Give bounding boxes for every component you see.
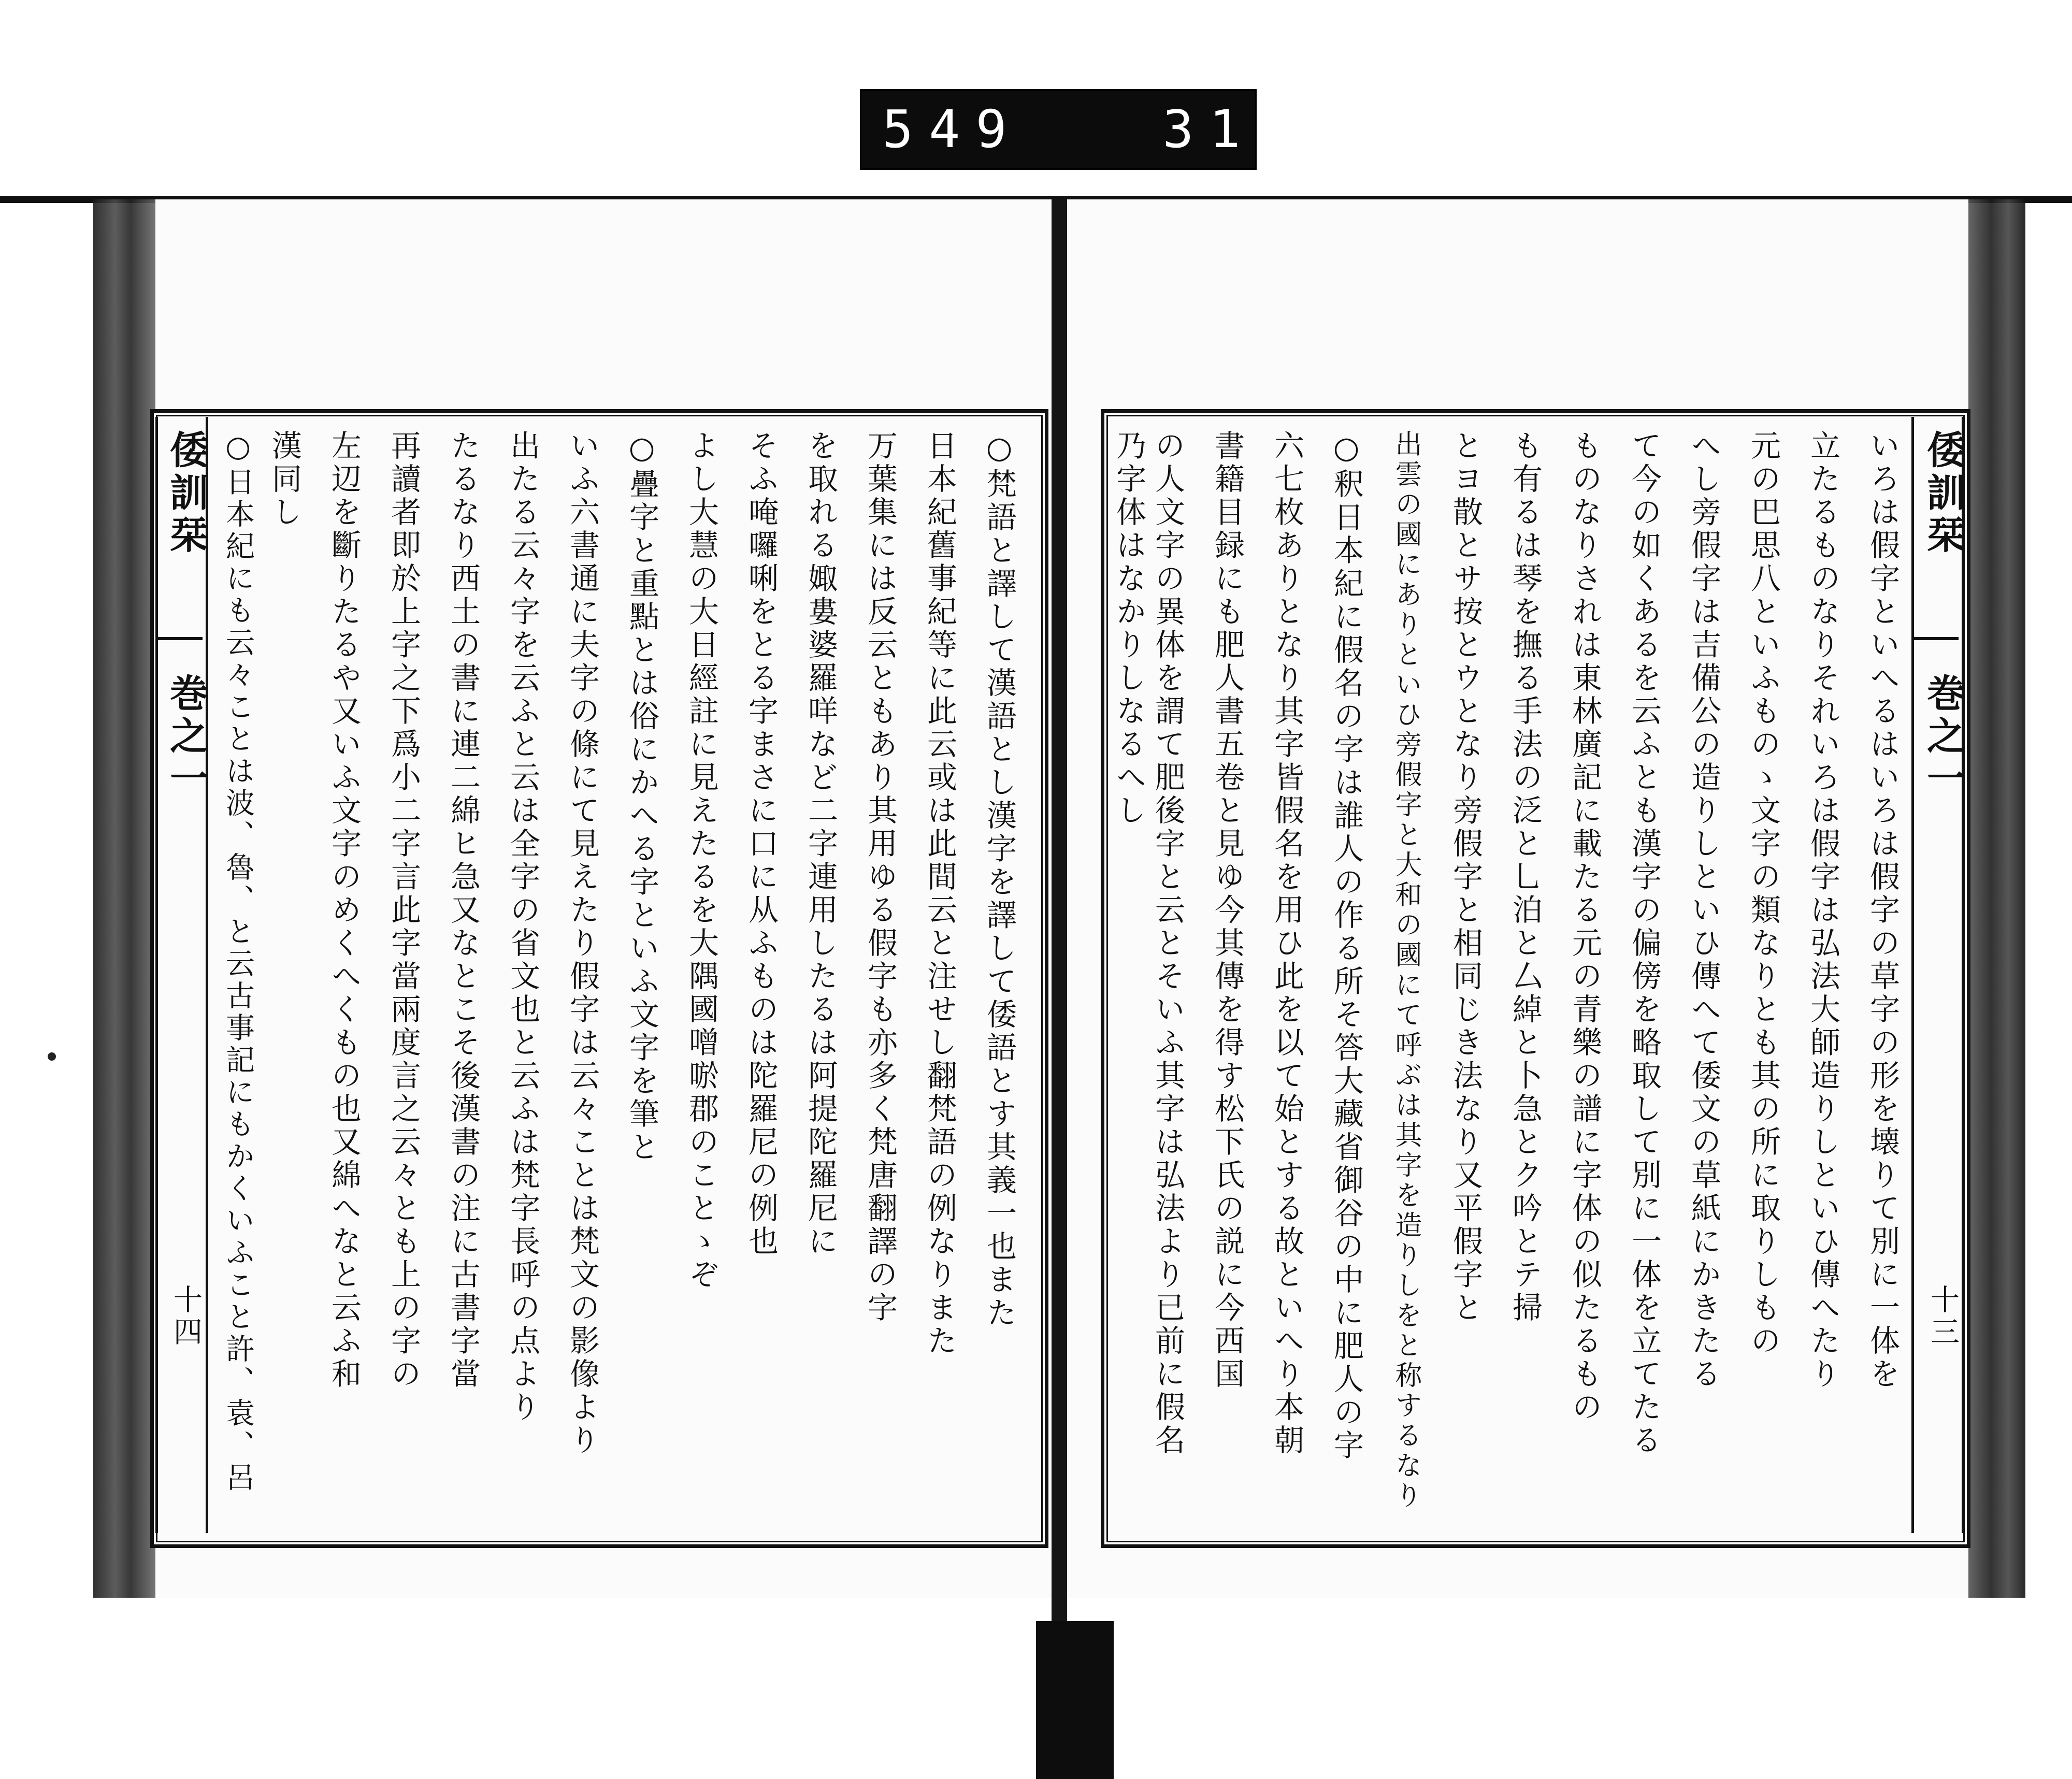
column-text: そふ唵囉唎をとる字まさに口に从ふものは陀羅尼の例也 — [743, 430, 779, 1259]
column-text: 左辺を斷りたるや又いふ文字のめくへくもの也又綿へなと云ふ和 — [326, 430, 362, 1391]
scan-speck — [48, 1052, 56, 1061]
column-text: 六七枚ありとなり其字皆假名を用ひ此を以て始とする故といへり本朝 — [1269, 430, 1304, 1457]
left-folio: 十四 — [169, 1284, 203, 1349]
column-text: いろは假字といへるはいろは假字の草字の形を壊りて別に一体を — [1865, 430, 1900, 1391]
column-text: 元の巴思八といふものゝ文字の類なりとも其の所に取りしもの — [1746, 430, 1781, 1358]
left-gutter-title: 倭訓栞 — [164, 430, 208, 557]
text-column — [443, 430, 483, 1391]
text-column — [383, 430, 424, 1391]
column-text: 出雲の國にありといひ旁假字と大和の國にて呼ぶは其字を造りしをと称するなり — [1390, 430, 1421, 1511]
text-column — [622, 430, 662, 1164]
text-column — [1326, 430, 1366, 1463]
text-column — [1207, 430, 1247, 1391]
column-text: いふ六書通に夫字の條にて見えたり假字は云々ことは梵文の影像より — [565, 430, 600, 1457]
right-gutter-title: 倭訓栞 — [1921, 430, 1965, 557]
right-folio: 十三 — [1926, 1284, 1960, 1349]
right-gutter-volume: 巻之一 — [1921, 673, 1965, 801]
text-column — [800, 430, 841, 1259]
column-text: 出たる云々字を云ふと云は全字の省文也と云ふは梵字長呼の点より — [505, 430, 540, 1424]
column-text: 乃字体はなかりしなるへし — [1111, 430, 1146, 828]
column-text: ○釈日本紀に假名の字は誰人の作る所そ答大藏省御谷の中に肥人の字 — [1329, 430, 1364, 1463]
call-number-text: 549 311. — [882, 99, 1350, 160]
text-column — [1624, 430, 1664, 1457]
left-gutter-strip — [155, 417, 208, 1533]
right-book-edge — [1968, 199, 2025, 1598]
text-column — [1109, 430, 1149, 828]
text-column — [1267, 430, 1307, 1457]
left-book-edge — [93, 199, 155, 1598]
left-fishtail-mark — [156, 637, 203, 669]
text-column — [562, 430, 602, 1457]
text-column — [741, 430, 781, 1259]
text-column — [860, 430, 900, 1325]
book-spine — [1052, 199, 1067, 1624]
text-column — [1564, 430, 1605, 1424]
text-column — [1386, 430, 1426, 1511]
column-text: 万葉集には反云ともあり其用ゆる假字も亦多く梵唐翻譯の字 — [862, 430, 898, 1325]
text-column — [1684, 430, 1724, 1391]
left-gutter-volume: 巻之一 — [164, 673, 208, 801]
column-text: ものなりされは東林廣記に載たる元の青樂の譜に字体の似たるもの — [1567, 430, 1602, 1424]
text-column — [919, 430, 960, 1358]
column-text: ○疊字と重點とは俗にかへる字といふ文字を筆と — [624, 430, 659, 1164]
text-column — [324, 430, 364, 1391]
text-column — [502, 430, 543, 1424]
call-number-tag — [860, 89, 1350, 170]
right-gutter-strip — [1911, 417, 1964, 1533]
column-text: ○日本紀にも云々ことは波、魯、と云古事記にもかくいふこと許、袁、呂 — [221, 430, 255, 1494]
column-text: 立たるものなりそれいろは假字は弘法大師造りしといひ傳へたり — [1805, 430, 1840, 1391]
column-text: 漢同し — [267, 430, 302, 529]
column-text: も有るは琴を撫る手法の泛と乚泊と厶綽と卜急とク吟とテ掃 — [1507, 430, 1543, 1325]
column-text: 再讀者即於上字之下爲小二字言此字當兩度言之云々とも上の字の — [386, 430, 421, 1391]
text-column — [979, 430, 1019, 1330]
column-text: の人文字の異体を謂て肥後字と云とそいふ其字は弘法より已前に假名 — [1150, 430, 1185, 1457]
right-fishtail-mark — [1912, 637, 1959, 669]
text-column — [264, 430, 305, 529]
text-column — [1862, 430, 1903, 1391]
text-column — [1505, 430, 1545, 1325]
text-column — [1803, 430, 1843, 1391]
column-text: へし旁假字は吉備公の造りしといひ傳へて倭文の草紙にかきたる — [1686, 430, 1721, 1391]
column-text: 書籍目録にも肥人書五卷と見ゆ今其傳を得す松下氏の説に今西国 — [1210, 430, 1245, 1391]
spine-clamp — [1036, 1621, 1114, 1779]
text-column — [681, 430, 722, 1292]
column-text: を取れる娵婁婆羅咩など二字連用したるは阿提陀羅尼に — [803, 430, 838, 1259]
text-column — [1743, 430, 1783, 1358]
column-text: ○梵語と譯して漢語とし漢字を譯して倭語とす其義一也また — [982, 430, 1017, 1330]
column-text: とヨ散とサ按とウとなり旁假字と相同じき法なり又平假字と — [1448, 430, 1483, 1325]
column-text: て今の如くあるを云ふとも漢字の偏傍を略取して別に一体を立てたる — [1627, 430, 1662, 1457]
text-column — [1445, 430, 1486, 1325]
column-text: たるなり西土の書に連二綿ヒ急又なとこそ後漢書の注に古書字當 — [445, 430, 481, 1391]
text-column — [218, 430, 258, 1494]
text-column — [1147, 430, 1188, 1457]
column-text: 日本紀舊事紀等に此云或は此間云と注せし翻梵語の例なりまた — [922, 430, 957, 1358]
column-text: よし大慧の大日經註に見えたるを大隅國噌唹郡のことゝぞ — [684, 430, 719, 1292]
